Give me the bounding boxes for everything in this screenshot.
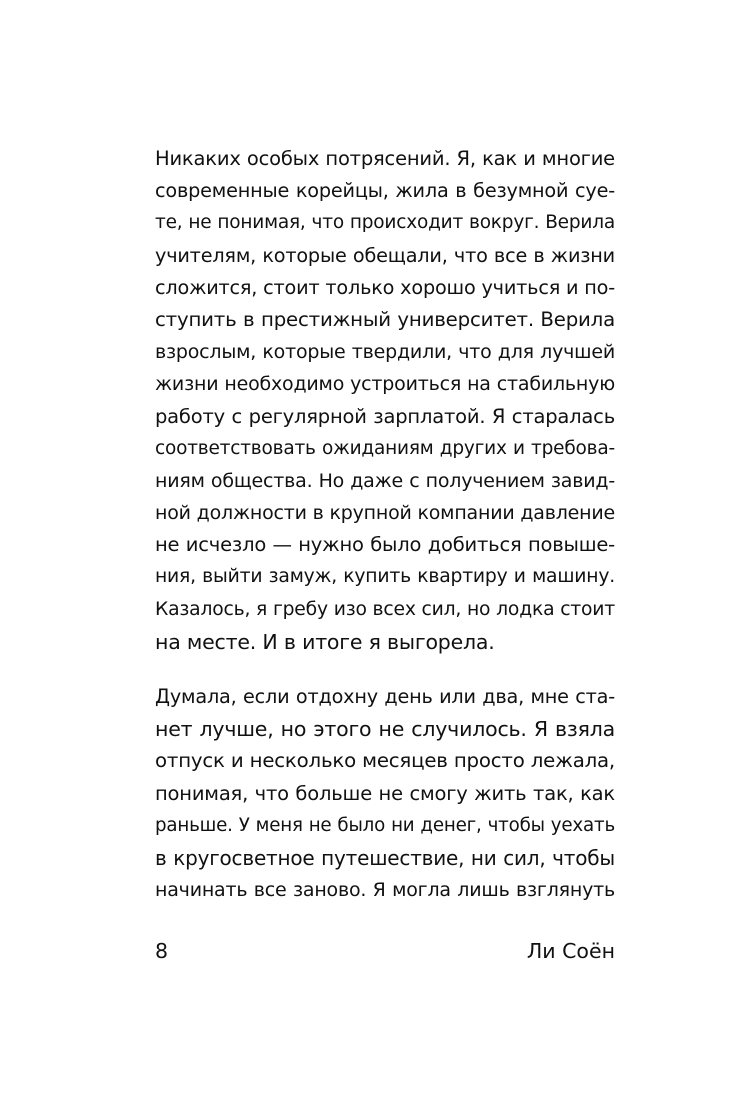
text-line: отпуск и несколько месяцев просто лежала, <box>155 749 615 773</box>
text-line: на месте. И в итоге я выгорела. <box>155 629 495 654</box>
text-line: Думала, если отдохну день или два, мне ста- <box>155 685 615 708</box>
text-line: ния, выйти замуж, купить квартиру и машину. <box>155 566 615 588</box>
text-line: соответствовать ожиданиям других и требова- <box>155 437 615 459</box>
text-line: нет лучше, но этого не случилось. Я взяла <box>155 717 615 742</box>
text-line: ступить в престижный университет. Верила <box>155 307 615 331</box>
text-line: работу с регулярной зарплатой. Я старалась <box>155 404 615 428</box>
text-line: современные корейцы, жила в безумной суе- <box>155 179 615 203</box>
text-line: те, не понимая, что происходит вокруг. Верила <box>155 212 615 234</box>
page-number: 8 <box>155 939 169 963</box>
paragraph-2 <box>155 681 615 906</box>
page-footer <box>155 936 615 966</box>
text-line: раньше. У меня не было ни денег, чтобы уехать <box>155 814 615 836</box>
text-line: взрослым, которые твердили, что для лучшей <box>155 341 615 364</box>
text-line: учителям, которые обещали, что все в жизни <box>155 243 615 267</box>
text-line: начинать все заново. Я могла лишь взглянуть <box>155 879 615 902</box>
text-line: не исчезло — нужно было добиться повыше- <box>155 533 615 557</box>
text-line: понимая, что больше не смогу жить так, как <box>155 781 615 805</box>
text-line: ной должности в крупной компании давление <box>155 502 615 525</box>
paragraph-1 <box>155 143 615 658</box>
text-line: в кругосветное путешествие, ни сил, чтобы <box>155 845 615 870</box>
text-line: жизни необходимо устроиться на стабильную <box>155 373 615 396</box>
text-line: сложится, стоит только хорошо учиться и по- <box>155 275 615 299</box>
text-line: Казалось, я гребу изо всех сил, но лодка стоит <box>155 598 615 620</box>
text-line: ниям общества. Но даже с получением завид- <box>155 469 615 492</box>
text-line: Никаких особых потрясений. Я, как и многие <box>155 147 615 170</box>
author-name: Ли Соён <box>526 939 615 963</box>
